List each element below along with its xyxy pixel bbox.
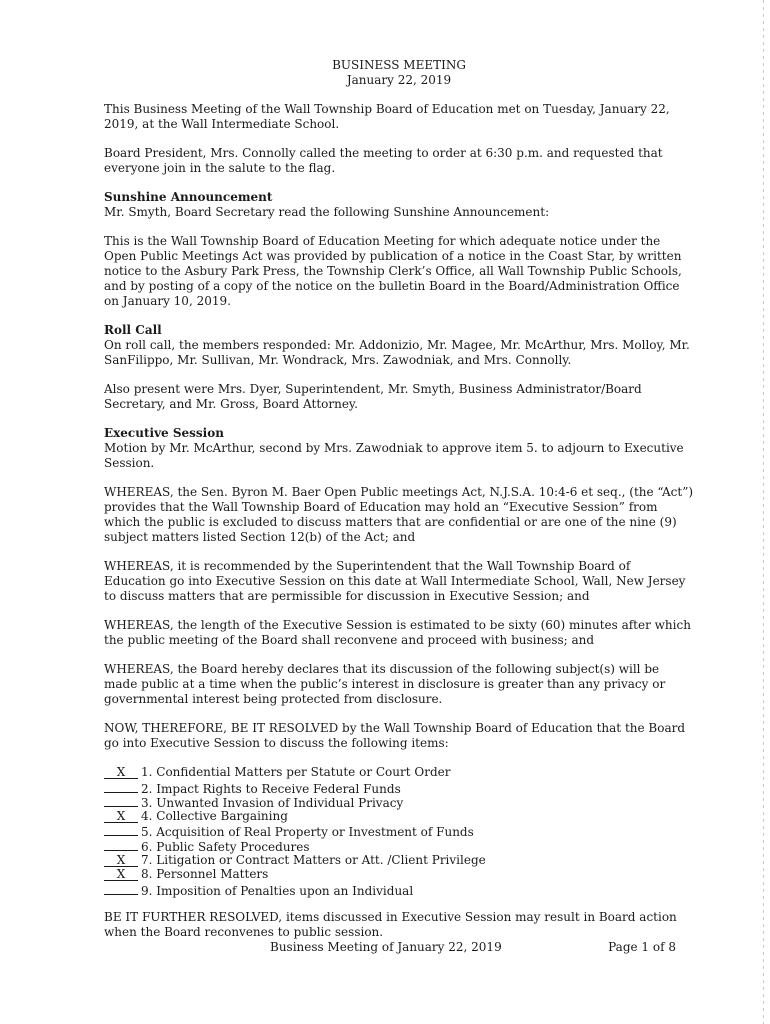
roll-call-text: On roll call, the members responded: Mr. Addonizio, Mr. Magee, Mr. McArthur, Mrs. Molloy, Mr. SanFilippo, Mr. Sullivan, Mr. Wondrack, Mrs. Zawodniak, and Mrs. Connolly. [104,338,690,367]
checkbox-mark [104,882,138,895]
list-item [104,765,694,780]
document-header [104,58,694,88]
list-item [104,838,694,853]
page-footer [104,940,676,956]
list-item-text: 8. Personnel Matters [141,867,269,882]
whereas-paragraph-2: WHEREAS, it is recommended by the Superintendent that the Wall Township Board of Education go into Executive Session on this date at Wall Intermediate School, Wall, New Jersey to discuss matters that are permissible for discussion in Executive Session; and [104,559,686,603]
list-item-text: 9. Imposition of Penalties upon an Individual [141,883,414,898]
checkbox-mark: X [104,854,138,867]
checkbox-mark [104,838,138,851]
further-resolved-paragraph: BE IT FURTHER RESOLVED, items discussed in Executive Session may result in Board action when the Board reconvenes to public session. [104,910,677,940]
intro-paragraph: This Business Meeting of the Wall Township Board of Education met on Tuesday, January 22, 2019, at the Wall Intermediate School. [104,102,670,131]
page-number: Page 1 of 8 [608,940,676,954]
executive-session-section [104,426,694,471]
list-item-text: 2. Impact Rights to Receive Federal Funds [141,781,401,796]
list-item [104,882,694,897]
sunshine-section [104,190,694,220]
list-item [104,823,694,838]
also-present-paragraph: Also present were Mrs. Dyer, Superintendent, Mr. Smyth, Business Administrator/Board Secretary, and Mr. Gross, Board Attorney. [104,382,642,411]
list-item-text: 4. Collective Bargaining [141,808,288,823]
call-to-order-paragraph: Board President, Mrs. Connolly called the meeting to order at 6:30 p.m. and requested that everyone join in the salute to the flag. [104,146,663,175]
whereas-paragraph-4: WHEREAS, the Board hereby declares that its discussion of the following subject(s) will be made public at a time when the public’s interest in disclosure is greater than any privacy or governmental interest being protected from disclosure. [104,662,666,706]
executive-session-motion: Motion by Mr. McArthur, second by Mrs. Zawodniak to approve item 5. to adjourn to Executive Session. [104,441,684,470]
list-item [104,780,694,795]
list-item-text: 7. Litigation or Contract Matters or Att. /Client Privilege [141,852,486,867]
document-date: January 22, 2019 [346,73,452,87]
checkbox-mark [104,794,138,807]
sunshine-intro-line: Mr. Smyth, Board Secretary read the following Sunshine Announcement: [104,205,550,219]
list-item [104,809,694,824]
list-item-text: 5. Acquisition of Real Property or Investment of Funds [141,825,474,840]
list-item-text: 3. Unwanted Invasion of Individual Privacy [141,796,404,811]
resolved-paragraph: NOW, THEREFORE, BE IT RESOLVED by the Wall Township Board of Education that the Board go into Executive Session to discuss the following items: [104,721,686,750]
executive-session-heading: Executive Session [104,426,224,440]
checkbox-mark [104,823,138,836]
list-item [104,794,694,809]
roll-call-heading: Roll Call [104,323,162,337]
checkbox-mark: X [104,766,138,779]
roll-call-section [104,323,694,368]
executive-session-items [104,765,694,896]
checkbox-mark [104,780,138,793]
sunshine-announcement: This is the Wall Township Board of Education Meeting for which adequate notice under the Open Public Meetings Act was provided by publication of a notice in the Coast Star, by written notice to the Asbury Park Press, the Township Clerk’s Office, all Wall Township Public Schools, and by posting of a copy of the notice on the bulletin Board in the Board/Administration Office on January 10, 2019. [104,234,682,308]
checkbox-mark: X [104,810,138,823]
checkbox-mark: X [104,868,138,881]
footer-meeting-label: Business Meeting of January 22, 2019 [270,940,502,954]
document-body [104,58,694,940]
sunshine-heading: Sunshine Announcement [104,190,273,204]
scan-edge [763,0,764,1024]
list-item-text: 6. Public Safety Procedures [141,839,310,854]
list-item-text: 1. Confidential Matters per Statute or Court Order [141,765,451,779]
whereas-paragraph-3: WHEREAS, the length of the Executive Session is estimated to be sixty (60) minutes after which the public meeting of the Board shall reconvene and proceed with business; and [104,618,691,647]
list-item [104,853,694,868]
list-item [104,867,694,882]
whereas-paragraph-1: WHEREAS, the Sen. Byron M. Baer Open Public meetings Act, N.J.S.A. 10:4-6 et seq., (the “Act”) provides that the Wall Township Board of Education may hold an “Executive Session” from which the public is excluded to discuss matters that are confidential or are one of the nine (9) subject matters listed Section 12(b) of the Act; and [104,485,694,544]
document-title: BUSINESS MEETING [332,58,466,72]
